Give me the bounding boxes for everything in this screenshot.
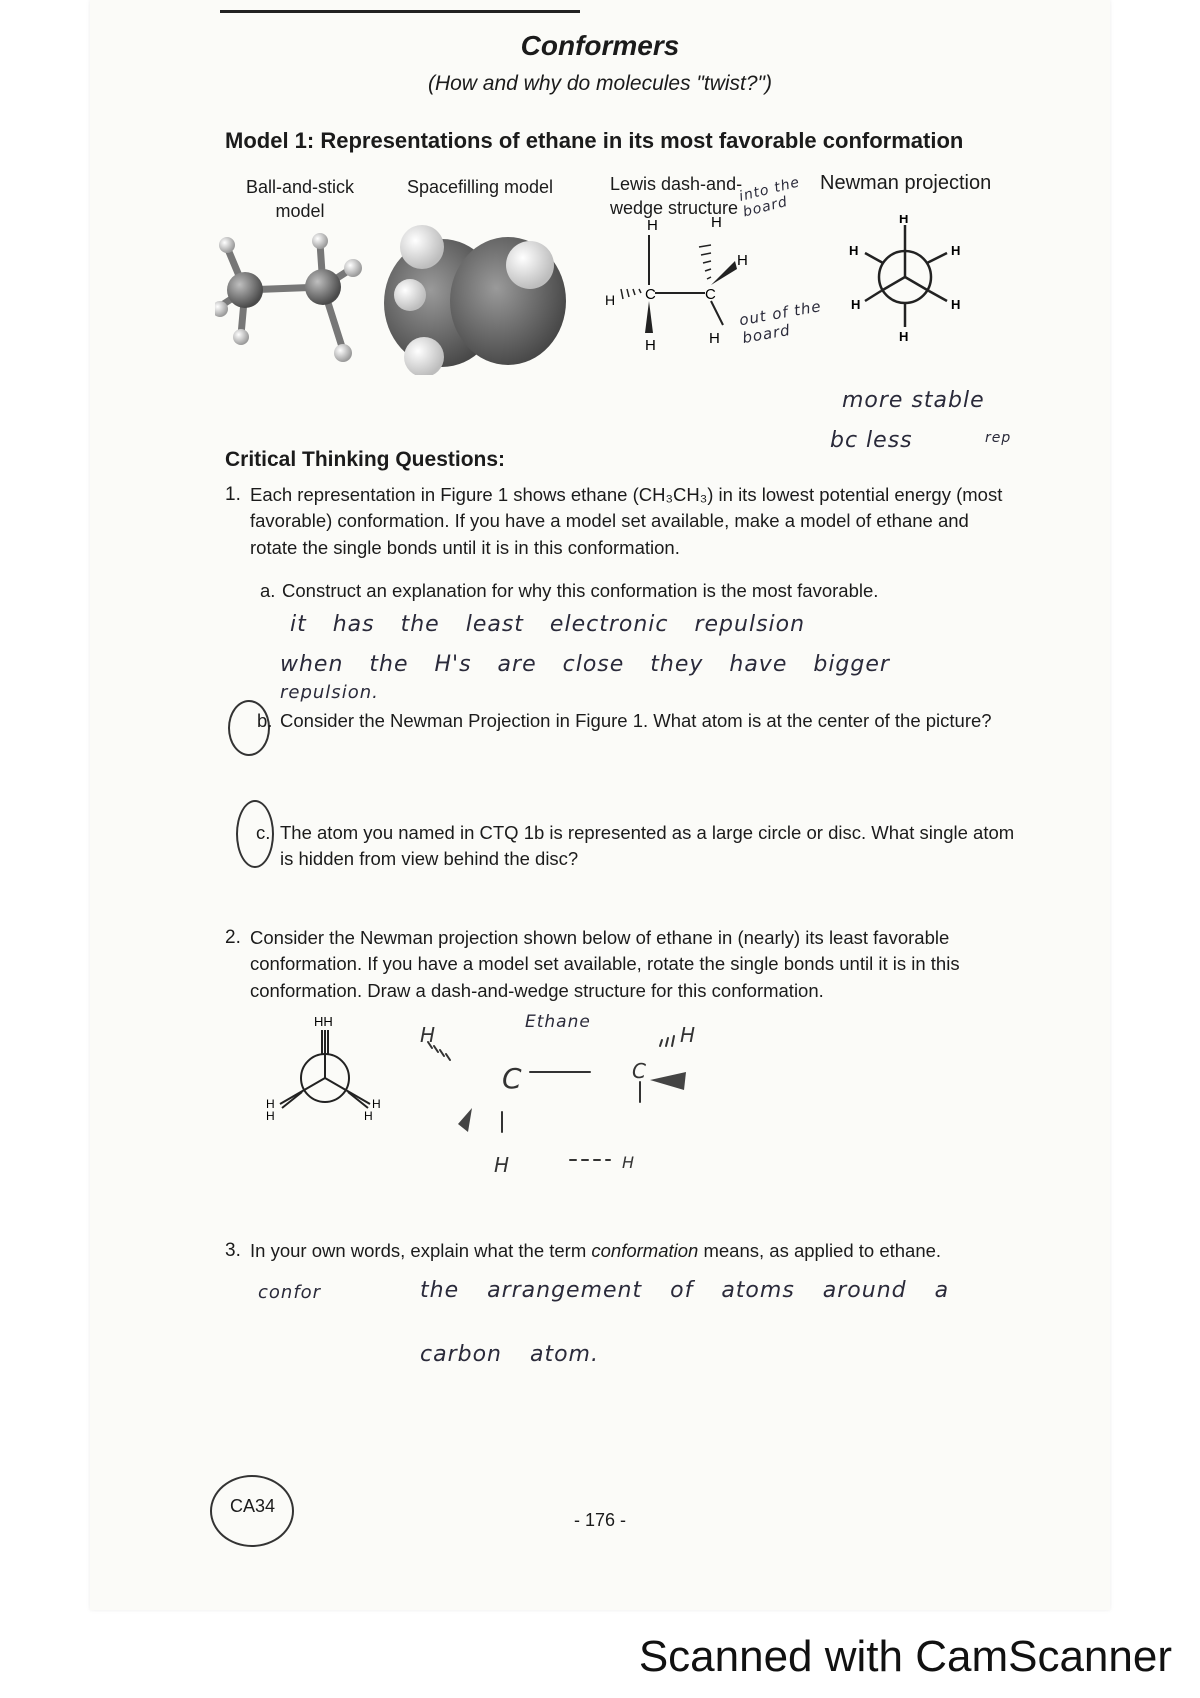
q1a-text: Construct an explanation for why this conformation is the most favorable. — [282, 580, 879, 601]
lewis-h-left: H — [605, 292, 616, 308]
q1-text: Each representation in Figure 1 shows ethane (CH₃CH₃) in its lowest potential energy (most favorable) conformation. If you have a model set available, make a model of ethane and rotate the single bonds until it is in this conformation. — [250, 484, 1003, 558]
lewis-c-left: C — [645, 286, 656, 303]
handwriting-out-of-board: out of the board — [737, 297, 823, 348]
q3-term: conformation — [591, 1240, 699, 1261]
drawn-h-bottom-left: H — [494, 1153, 510, 1177]
handwriting-rep: rep — [985, 430, 1012, 446]
page-code: CA34 — [230, 1496, 276, 1516]
lewis-h-bottom-right: H — [709, 330, 720, 347]
q3-answer-prefix: confor — [258, 1282, 322, 1303]
spacefilling-label: Spacefilling model — [406, 177, 554, 197]
camscanner-footer: Scanned with CamScanner — [638, 1632, 1172, 1681]
q2-number: 2. — [225, 927, 241, 948]
newman-h-lower-right: H — [951, 297, 961, 312]
handwritten-dash-wedge-drawing — [410, 1012, 770, 1182]
handwriting-ethane: Ethane — [525, 1012, 591, 1032]
q1a-answer-line3: repulsion. — [280, 682, 379, 703]
eclipsed-h-right-a: H — [372, 1097, 381, 1111]
q2-text: Consider the Newman projection shown below of ethane in (nearly) its least favorable conformation. If you have a model set available, rotate the single bonds until it is in this conformation. Draw a dash-and-wedge structure for this conformation. — [250, 927, 960, 1001]
lewis-c-right: C — [705, 286, 716, 303]
q3-answer-line2: carbon atom. — [420, 1342, 599, 1367]
q3-answer-line1: the arrangement of atoms around a — [420, 1278, 950, 1303]
q1-number: 1. — [225, 484, 241, 505]
drawn-h-bottom-right: H — [622, 1153, 635, 1172]
drawn-c-left: C — [502, 1062, 522, 1095]
drawn-c-right: C — [632, 1059, 646, 1083]
lewis-structure-figure — [595, 205, 765, 375]
lewis-h-top-left: H — [647, 217, 658, 234]
q3-number: 3. — [225, 1240, 241, 1261]
eclipsed-h-left-a: H — [266, 1097, 275, 1111]
handwriting-more-stable: more stable — [842, 388, 985, 413]
drawn-h-upper-left: H — [420, 1023, 436, 1047]
q1a-answer-line2: when the H's are close they have bigger — [280, 652, 890, 677]
q1c-letter: c. — [256, 822, 271, 843]
drawn-h-upper-right: H — [680, 1023, 696, 1047]
eclipsed-h-left-b: H — [266, 1109, 275, 1123]
worksheet-page — [90, 0, 1110, 1610]
q3-text — [250, 1238, 1050, 1264]
model-heading: Model 1: Representations of ethane in its most favorable conformation — [225, 128, 964, 153]
eclipsed-h-right-b: H — [364, 1109, 373, 1123]
q3-text-after: means, as applied to ethane. — [698, 1240, 942, 1261]
handwriting-bc-less: bc less — [830, 428, 913, 453]
ball-stick-label: Ball-and-stick model — [245, 177, 355, 222]
eclipsed-hh-label: HH — [314, 1014, 333, 1029]
newman-h-upper-left: H — [849, 243, 859, 258]
lewis-h-top-right: H — [711, 214, 722, 231]
critical-thinking-heading: Critical Thinking Questions: — [225, 448, 506, 471]
newman-h-top: H — [899, 215, 909, 226]
lewis-h-bottom: H — [645, 337, 656, 354]
newman-label: Newman projection — [820, 172, 992, 194]
q1a-letter: a. — [260, 580, 276, 601]
newman-h-bottom: H — [899, 329, 909, 344]
page-subtitle: (How and why do molecules "twist?") — [427, 72, 773, 95]
spacefilling-figure — [380, 225, 570, 375]
q1c-text: The atom you named in CTQ 1b is represented as a large circle or disc. What single atom is hidden from view behind the disc? — [280, 822, 1015, 870]
q3-text-before: In your own words, explain what the term — [250, 1240, 592, 1261]
newman-projection-figure — [835, 215, 975, 345]
q1b-text: Consider the Newman Projection in Figure 1. What atom is at the center of the picture? — [280, 710, 992, 731]
scan-edge-line — [220, 10, 580, 13]
q1a-answer-line1: it has the least electronic repulsion — [290, 612, 806, 637]
page-number: - 176 - — [573, 1510, 627, 1530]
lewis-label: Lewis dash-and-wedge structure — [610, 174, 743, 219]
newman-h-lower-left: H — [851, 297, 861, 312]
eclipsed-newman-figure — [260, 1012, 390, 1142]
newman-h-upper-right: H — [951, 243, 961, 258]
lewis-h-right: H — [737, 252, 748, 269]
q1b-letter: b. — [257, 710, 273, 731]
ball-and-stick-figure — [215, 225, 375, 375]
page-title: Conformers — [520, 30, 680, 61]
handwriting-into-board: into the board — [737, 174, 802, 221]
